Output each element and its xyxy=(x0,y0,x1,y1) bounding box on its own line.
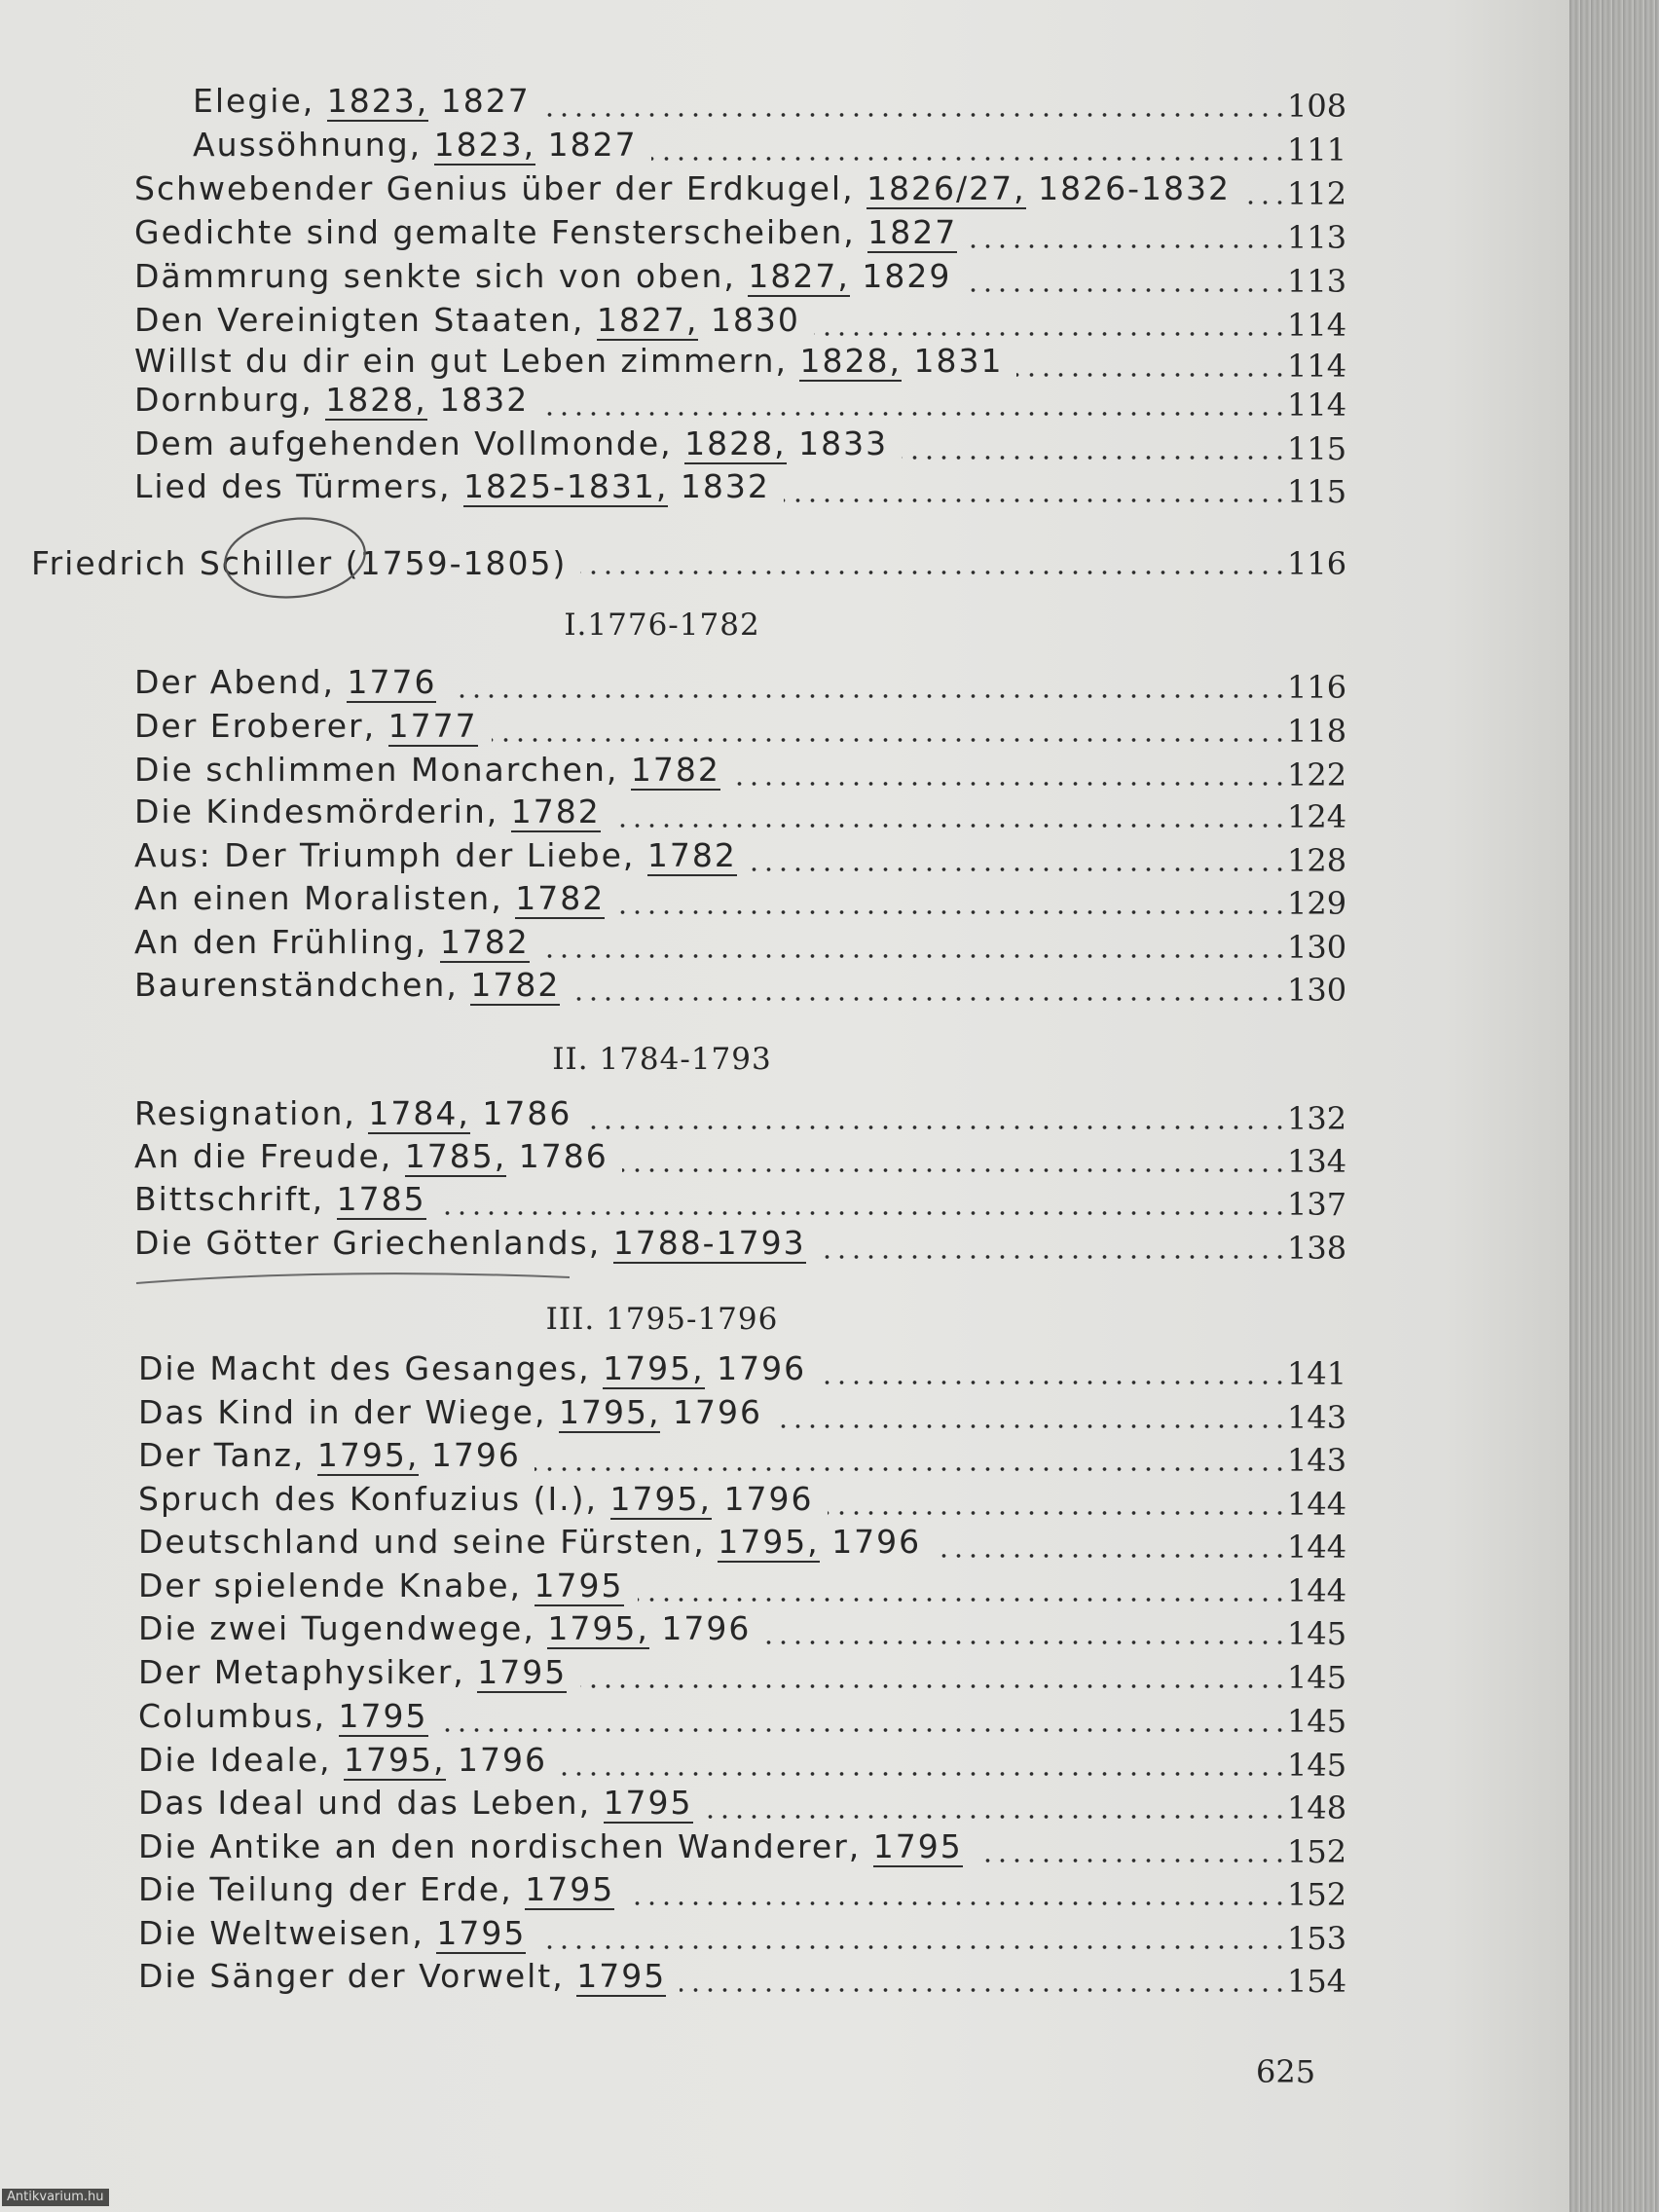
entry-year: 1785, xyxy=(404,1137,507,1175)
entry-year: 1795 xyxy=(534,1567,624,1604)
entry-text xyxy=(138,1827,963,1867)
section-heading-3: III. 1795-1796 xyxy=(545,1302,779,1337)
entry-page: 114 xyxy=(1287,307,1347,344)
entry-text xyxy=(134,213,958,253)
entry-page: 153 xyxy=(1287,1920,1347,1957)
toc-entry xyxy=(0,1914,1569,1962)
toc-entry xyxy=(0,424,1569,472)
entry-year: 1828, xyxy=(684,424,787,462)
dot-leader xyxy=(764,1640,1287,1645)
entry-page: 118 xyxy=(1287,713,1347,750)
entry-text xyxy=(134,342,1004,382)
entry-page: 116 xyxy=(1287,545,1347,582)
entry-text xyxy=(138,1697,428,1737)
entry-publication-year: 1832 xyxy=(439,381,530,419)
entry-title: An den Frühling, xyxy=(134,923,428,961)
entry-title: Die Macht des Gesanges, xyxy=(138,1349,591,1387)
dot-leader xyxy=(618,909,1287,915)
entry-year: 1826/27, xyxy=(866,169,1026,207)
entry-year: 1776 xyxy=(347,663,437,701)
toc-entry xyxy=(0,1741,1569,1788)
entry-year: 1782 xyxy=(515,879,606,917)
dot-leader xyxy=(707,1814,1287,1820)
entry-text xyxy=(134,923,530,963)
dot-leader xyxy=(814,331,1287,337)
toc-entry xyxy=(0,966,1569,1014)
entry-year: 1828, xyxy=(325,381,427,419)
entry-text xyxy=(134,169,1232,209)
toc-entry xyxy=(0,1224,1569,1272)
entry-page: 137 xyxy=(1287,1186,1347,1223)
entry-text xyxy=(138,1523,922,1563)
entry-text xyxy=(134,663,437,703)
entry-page: 129 xyxy=(1287,885,1347,922)
toc-entry xyxy=(0,1349,1569,1397)
entry-page: 154 xyxy=(1287,1963,1347,2000)
entry-text xyxy=(193,82,531,122)
entry-page: 115 xyxy=(1287,430,1347,467)
toc-entry xyxy=(0,879,1569,927)
entry-title: Spruch des Konfuzius (I.), xyxy=(138,1480,599,1518)
dot-leader xyxy=(820,1380,1287,1385)
entry-year: 1828, xyxy=(799,342,902,380)
entry-page: 145 xyxy=(1287,1703,1347,1740)
entry-year: 1795 xyxy=(338,1697,428,1735)
entry-title: Willst du dir ein gut Leben zimmern, xyxy=(134,342,788,380)
entry-text xyxy=(134,836,737,876)
entry-page: 116 xyxy=(1287,669,1347,706)
entry-page: 141 xyxy=(1287,1355,1347,1392)
toc-entry xyxy=(0,257,1569,305)
toc-entry xyxy=(0,1094,1569,1142)
entry-title: Dämmrung senkte sich von oben, xyxy=(134,257,736,295)
toc-entry xyxy=(0,1827,1569,1875)
entry-page: 134 xyxy=(1287,1143,1347,1180)
entry-title: Schwebender Genius über der Erdkugel, xyxy=(134,169,855,207)
toc-entry xyxy=(0,1870,1569,1918)
dot-leader xyxy=(902,455,1287,461)
entry-text xyxy=(134,1094,572,1134)
entry-text xyxy=(134,1224,806,1264)
entry-title: Die Kindesmörderin, xyxy=(134,793,499,830)
entry-year: 1785 xyxy=(336,1180,426,1218)
entry-title: Die Antike an den nordischen Wanderer, xyxy=(138,1827,862,1865)
toc-entry xyxy=(0,1567,1569,1614)
dot-leader xyxy=(622,1167,1287,1173)
toc-entry xyxy=(0,1180,1569,1228)
dot-leader xyxy=(585,1124,1287,1130)
entry-text xyxy=(134,257,952,297)
entry-title: Den Vereinigten Staaten, xyxy=(134,301,585,339)
dot-leader xyxy=(450,693,1287,699)
entry-publication-year: 1832 xyxy=(680,467,770,505)
toc-entry xyxy=(0,213,1569,261)
toc-entry xyxy=(0,836,1569,884)
entry-year: 1788-1793 xyxy=(612,1224,806,1262)
toc-entry xyxy=(0,1137,1569,1185)
entry-publication-year: 1796 xyxy=(672,1393,762,1431)
entry-title: Der Tanz, xyxy=(138,1436,306,1474)
entry-year: 1795, xyxy=(344,1741,446,1779)
entry-title: Columbus, xyxy=(138,1697,327,1735)
entry-text xyxy=(138,1870,615,1910)
toc-entry xyxy=(0,663,1569,711)
entry-text xyxy=(138,1653,568,1693)
dot-leader xyxy=(535,1466,1287,1472)
entry-text xyxy=(138,1957,667,1997)
entry-text xyxy=(134,879,606,919)
entry-year: 1795 xyxy=(477,1653,568,1691)
dot-leader xyxy=(543,953,1287,959)
entry-title: Bittschrift, xyxy=(134,1180,325,1218)
toc-entry xyxy=(0,82,1569,129)
toc-entry xyxy=(0,1957,1569,2005)
entry-title: Der spielende Knabe, xyxy=(138,1567,523,1604)
dot-leader xyxy=(440,1210,1287,1216)
dot-leader xyxy=(573,996,1287,1002)
entry-year: 1795 xyxy=(872,1827,963,1865)
entry-text xyxy=(134,301,800,341)
toc-entry xyxy=(0,169,1569,217)
entry-year: 1827, xyxy=(596,301,699,339)
toc-entry xyxy=(0,126,1569,173)
entry-title: Das Ideal und das Leben, xyxy=(138,1784,592,1822)
entry-page: 152 xyxy=(1287,1833,1347,1870)
entry-page: 112 xyxy=(1287,175,1347,212)
entry-text xyxy=(134,751,720,791)
toc-entry xyxy=(0,707,1569,755)
entry-text xyxy=(134,795,601,832)
dot-leader xyxy=(680,1987,1287,1993)
entry-publication-year: 1796 xyxy=(430,1436,521,1474)
dot-leader xyxy=(784,498,1287,503)
entry-year: 1795, xyxy=(316,1436,420,1474)
entry-page: 122 xyxy=(1287,756,1347,793)
entry-text xyxy=(31,544,568,582)
entry-year: 1782 xyxy=(646,836,737,874)
entry-page: 144 xyxy=(1287,1486,1347,1523)
entry-page: 124 xyxy=(1287,798,1347,835)
entry-page: 130 xyxy=(1287,929,1347,966)
entry-publication-year: 1796 xyxy=(458,1741,548,1779)
entry-page: 144 xyxy=(1287,1529,1347,1566)
entry-page: 148 xyxy=(1287,1789,1347,1826)
entry-year: 1795 xyxy=(436,1914,527,1952)
entry-title: Dornburg, xyxy=(134,381,313,419)
entry-page: 143 xyxy=(1287,1399,1347,1436)
entry-year: 1795 xyxy=(603,1784,693,1822)
entry-text xyxy=(138,1569,624,1606)
entry-page: 144 xyxy=(1287,1572,1347,1609)
entry-title: An die Freude, xyxy=(134,1137,393,1175)
entry-title: Die Sänger der Vorwelt, xyxy=(138,1957,565,1995)
entry-text xyxy=(134,707,478,747)
entry-text xyxy=(138,1393,762,1433)
entry-text xyxy=(134,966,561,1006)
entry-year: 1777 xyxy=(387,707,478,745)
toc-entry xyxy=(0,1784,1569,1831)
dot-leader xyxy=(965,287,1287,293)
entry-title: Die zwei Tugendwege, xyxy=(138,1609,535,1647)
entry-title: Die Teilung der Erde, xyxy=(138,1870,513,1908)
watermark: Antikvarium.hu xyxy=(2,2189,109,2206)
entry-title: Aus: Der Triumph der Liebe, xyxy=(134,836,636,874)
toc-entry xyxy=(0,467,1569,515)
entry-title: Resignation, xyxy=(134,1094,356,1132)
entry-publication-year: 1829 xyxy=(862,257,952,295)
entry-publication-year: 1827 xyxy=(547,126,638,164)
entry-publication-year: 1786 xyxy=(518,1137,608,1175)
dot-leader xyxy=(734,781,1287,787)
entry-page: 115 xyxy=(1287,473,1347,510)
entry-year: 1823, xyxy=(433,126,536,164)
entry-year: 1825-1831, xyxy=(462,467,669,505)
entry-publication-year: 1833 xyxy=(798,424,889,462)
dot-leader xyxy=(544,112,1287,118)
entry-text xyxy=(138,1436,521,1476)
entry-year: 1795 xyxy=(576,1957,667,1995)
entry-publication-year: 1830 xyxy=(710,301,800,339)
entry-text xyxy=(134,424,889,464)
entry-page: 132 xyxy=(1287,1100,1347,1137)
entry-title: Der Eroberer, xyxy=(134,707,377,745)
entry-page: 128 xyxy=(1287,842,1347,879)
entry-text xyxy=(134,1137,608,1177)
entry-publication-year: 1796 xyxy=(661,1609,752,1647)
entry-year: 1795, xyxy=(558,1393,661,1431)
entry-title: Die schlimmen Monarchen, xyxy=(134,751,619,789)
entry-title: Die Weltweisen, xyxy=(138,1914,424,1952)
page-number: 625 xyxy=(1256,2053,1316,2090)
entry-publication-year: 1826-1832 xyxy=(1038,169,1232,207)
entry-text xyxy=(193,126,638,166)
toc-entry xyxy=(0,1393,1569,1441)
entry-page: 143 xyxy=(1287,1442,1347,1479)
entry-title: Die Götter Griechenlands, xyxy=(134,1224,602,1262)
entry-year: 1782 xyxy=(470,966,561,1004)
section-heading-2: II. 1784-1793 xyxy=(552,1042,772,1077)
entry-page: 114 xyxy=(1287,348,1347,385)
entry-title: Elegie, xyxy=(193,82,315,120)
toc-entry xyxy=(0,1697,1569,1745)
entry-title: Baurenständchen, xyxy=(134,966,459,1004)
dot-leader xyxy=(614,823,1287,829)
entry-page: 145 xyxy=(1287,1659,1347,1696)
toc-entry xyxy=(0,544,1569,587)
dot-leader xyxy=(1016,372,1287,378)
dot-leader xyxy=(580,1683,1287,1689)
toc-entry xyxy=(0,1480,1569,1528)
entry-text xyxy=(138,1741,548,1781)
entry-year: 1795, xyxy=(603,1349,705,1387)
entry-page: 138 xyxy=(1287,1230,1347,1267)
entry-year: 1795, xyxy=(547,1609,649,1647)
entry-title: Friedrich Schiller (1759-1805) xyxy=(31,544,568,582)
toc-entry xyxy=(0,1523,1569,1570)
dot-leader xyxy=(542,411,1287,417)
dot-leader xyxy=(628,1900,1287,1906)
toc-entry xyxy=(0,1653,1569,1701)
dot-leader xyxy=(651,156,1287,162)
entry-year: 1782 xyxy=(630,751,720,789)
entry-page: 108 xyxy=(1287,88,1347,125)
entry-page: 111 xyxy=(1287,131,1347,168)
entry-page: 130 xyxy=(1287,972,1347,1009)
toc-entry xyxy=(0,381,1569,428)
page-edge-shadow xyxy=(1569,0,1659,2212)
entry-publication-year: 1831 xyxy=(913,342,1004,380)
entry-title: Der Metaphysiker, xyxy=(138,1653,465,1691)
toc-entry xyxy=(0,923,1569,971)
dot-leader xyxy=(820,1254,1287,1260)
entry-year: 1782 xyxy=(439,923,530,961)
entry-publication-year: 1796 xyxy=(717,1349,807,1387)
entry-title: Der Abend, xyxy=(134,663,335,701)
entry-publication-year: 1796 xyxy=(723,1480,814,1518)
entry-publication-year: 1796 xyxy=(831,1523,922,1561)
entry-text xyxy=(134,1180,426,1220)
dot-leader xyxy=(561,1771,1287,1777)
entry-publication-year: 1786 xyxy=(482,1094,572,1132)
entry-year: 1823, xyxy=(326,82,429,120)
entry-title: Deutschland und seine Fürsten, xyxy=(138,1523,706,1561)
entry-title: Die Ideale, xyxy=(138,1741,332,1779)
entry-year: 1795 xyxy=(525,1870,615,1908)
dot-leader xyxy=(539,1944,1287,1950)
entry-text xyxy=(138,1349,807,1389)
entry-title: Lied des Türmers, xyxy=(134,467,452,505)
entry-text xyxy=(138,1480,814,1520)
dot-leader xyxy=(935,1553,1287,1559)
entry-year: 1795, xyxy=(609,1480,713,1518)
dot-leader xyxy=(492,737,1287,743)
entry-title: Das Kind in der Wiege, xyxy=(138,1393,547,1431)
section-heading-1: I.1776-1782 xyxy=(564,608,760,643)
dot-leader xyxy=(638,1597,1287,1603)
entry-page: 114 xyxy=(1287,387,1347,424)
entry-title: Aussöhnung, xyxy=(193,126,423,164)
entry-year: 1827 xyxy=(867,213,958,251)
entry-page: 113 xyxy=(1287,263,1347,300)
toc-entry xyxy=(0,1436,1569,1484)
entry-text xyxy=(134,381,530,421)
dot-leader xyxy=(828,1510,1287,1516)
entry-text xyxy=(138,1609,752,1649)
dot-leader xyxy=(776,1423,1287,1429)
dot-leader xyxy=(751,866,1287,872)
dot-leader xyxy=(1244,200,1287,205)
entry-title: Dem aufgehenden Vollmonde, xyxy=(134,424,673,462)
entry-year: 1795, xyxy=(718,1523,820,1561)
entry-year: 1827, xyxy=(748,257,850,295)
entry-page: 145 xyxy=(1287,1747,1347,1784)
entry-page: 113 xyxy=(1287,219,1347,256)
entry-title: An einen Moralisten, xyxy=(134,879,503,917)
entry-text xyxy=(134,467,770,507)
entry-year: 1782 xyxy=(510,793,601,830)
entry-publication-year: 1827 xyxy=(440,82,531,120)
entry-page: 145 xyxy=(1287,1615,1347,1652)
entry-text xyxy=(138,1914,527,1954)
entry-title: Gedichte sind gemalte Fensterscheiben, xyxy=(134,213,856,251)
dot-leader xyxy=(971,243,1287,249)
dot-leader xyxy=(580,570,1287,575)
toc-entry xyxy=(0,1609,1569,1657)
entry-text xyxy=(138,1784,693,1824)
entry-year: 1784, xyxy=(368,1094,470,1132)
dot-leader xyxy=(977,1858,1287,1863)
toc-entry xyxy=(0,793,1569,840)
entry-page: 152 xyxy=(1287,1876,1347,1913)
dot-leader xyxy=(442,1727,1287,1733)
